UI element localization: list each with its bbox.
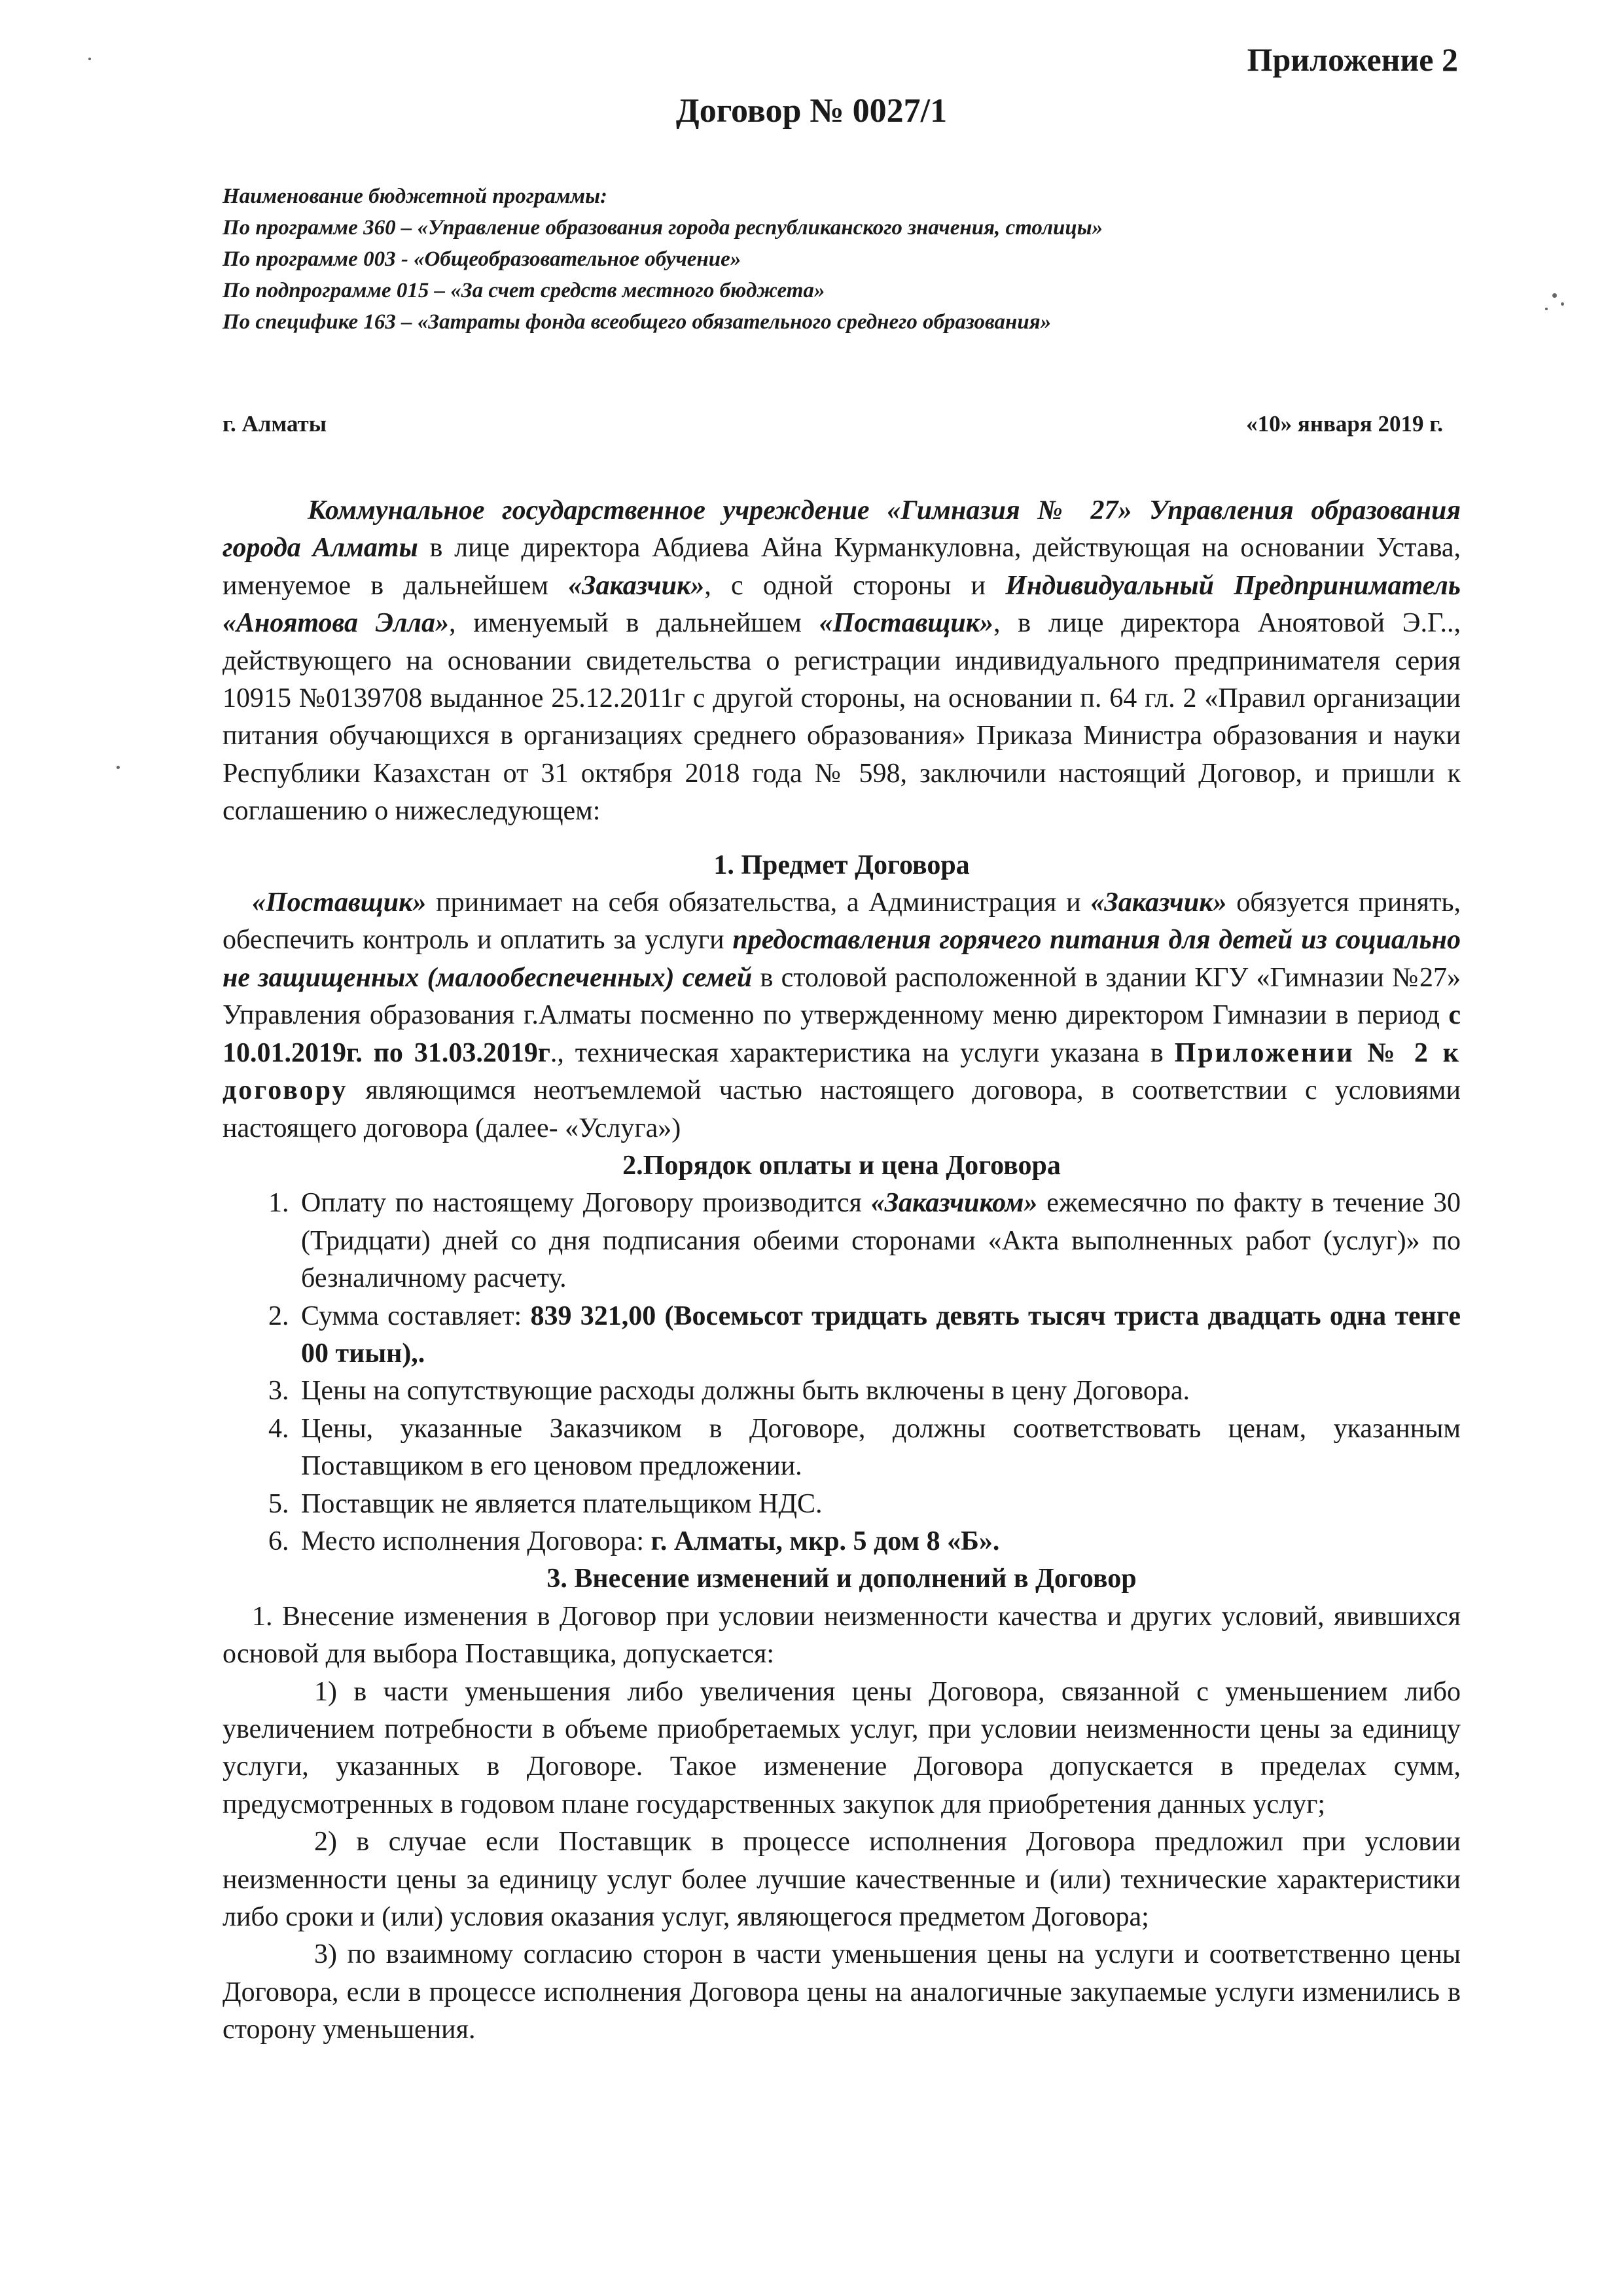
section-3-subitem: 1) в части уменьшения либо увеличения цены Договора, связанной с уменьшением либо увеличением потребности в объеме приобретаемых услуг, при условии неизменности цены за единицу услуги, указанных в Договоре. Такое изменение Договора допускается в пределах сумм, предусмотренных в годовом плане государственных закупок для приобретения данных услуг; [223,1676,1461,1820]
party-supplier-name: Индивидуальный Предприниматель «Аноятова Элла» [223,570,1461,639]
section-3-subitem: 3) по взаимному согласию сторон в части уменьшения цены на услуги и соответственно цены Договора, если в процессе исполнения Договора цены на аналогичные закупаемые услуги изменились в сторону уменьшения. [223,1939,1461,2045]
scan-speck [116,766,120,769]
contract-date: «10» января 2019 г. [1246,411,1443,437]
contract-title: Договор № 0027/1 [675,92,948,130]
budget-line: По подпрограмме 015 – «За счет средств местного бюджета» [223,279,825,302]
list-item: 1. Оплату по настоящему Договору производится «Заказчиком» ежемесячно по факту в течение 30 (Тридцати) дней со дня подписания обеими сторонами «Акта выполненных работ (услуг)» по безналичному расчету. [296,1185,1461,1297]
city: г. Алматы [223,411,327,437]
budget-line: Наименование бюджетной программы: [223,185,608,208]
scan-speck [1561,302,1564,306]
section-1-heading: 1. Предмет Договора [713,850,970,880]
section-1-paragraph: «Поставщик» принимает на себя обязательства, а Администрация и «Заказчик» обязуется принять, обеспечить контроль и оплатить за услуги предоставления горячего питания для детей из социально не защищенных (малообеспеченных) семей в столовой расположенной в здании КГУ «Гимназии №27» Управления образования г.Алматы посменно по утвержденному меню директором Гимназии в период с 10.01.2019г. по 31.03.2019г., техническая характеристика на услуги указана в Приложении № 2 к договору являющимся неотъемлемой частью настоящего договора, в соответствии с условиями настоящего договора (далее- «Услуга») [223,888,1461,1143]
list-item: 2. Сумма составляет: 839 321,00 (Восемьсот тридцать девять тысяч триста двадцать одна тенге 00 тиын),. [296,1298,1461,1373]
scan-speck [1545,308,1548,310]
list-item: 6. Место исполнения Договора: г. Алматы, мкр. 5 дом 8 «Б». [296,1523,1461,1560]
payment-terms-list [223,1185,1461,1560]
list-item: 3. Цены на сопутствующие расходы должны быть включены в цену Договора. [296,1372,1461,1410]
list-item: 5. Поставщик не является плательщиком НДС. [296,1486,1461,1523]
annex-label: Приложение 2 [1247,41,1458,78]
budget-program-block [223,181,1466,338]
section-3-paragraph: 1. Внесение изменения в Договор при условии неизменности качества и других условий, явившихся основой для выбора Поставщика, допускается: [223,1601,1461,1670]
section-3-subitem: 2) в случае если Поставщик в процессе исполнения Договора предложил при условии неизменности цены за единицу услуг более лучшие качественные и (или) технические характеристики либо сроки и (или) условия оказания услуг, являющегося предметом Договора; [223,1827,1461,1933]
service-location: г. Алматы, мкр. 5 дом 8 «Б». [651,1526,1000,1556]
section-3-heading: 3. Внесение изменений и дополнений в Договор [546,1564,1137,1594]
preamble-paragraph: Коммунальное государственное учреждение «Гимназия № 27» Управления образования города Алматы в лице директора Абдиева Айна Курманкуловна, действующая на основании Устава, именуемое в дальнейшем «Заказчик», с одной стороны и Индивидуальный Предприниматель «Аноятова Элла», именуемый в дальнейшем «Поставщик», в лице директора Аноятовой Э.Г.., действующего на основании свидетельства о регистрации индивидуального предпринимателя серия 10915 №0139708 выданное 25.12.2011г с другой стороны, на основании п. 64 гл. 2 «Правил организации питания обучающихся в организациях среднего образования» Приказа Министра образования и науки Республики Казахстан от 31 октября 2018 года № 598, заключили настоящий Договор, и пришли к соглашению о нижеследующем: [223,495,1461,827]
section-2-heading: 2.Порядок оплаты и цена Договора [622,1150,1061,1181]
party-customer-name: Коммунальное государственное учреждение «Гимназия № 27» Управления образования города Алматы [223,495,1461,564]
scan-speck [1552,293,1557,298]
budget-line: По программе 360 – «Управление образования города республиканского значения, столицы» [223,216,1103,240]
contract-amount: 839 321,00 (Восемьсот тридцать девять тысяч триста двадцать одна тенге 00 тиын),. [301,1300,1461,1369]
service-description: предоставления горячего питания для детей из социально не защищенных (малообеспеченных) семей [223,925,1461,993]
budget-line: По специфике 163 – «Затраты фонда всеобщего обязательного среднего образования» [223,310,1052,334]
scan-speck [88,58,91,60]
customer-term: «Заказчик» [568,570,705,601]
list-item: 4. Цены, указанные Заказчиком в Договоре, должны соответствовать ценам, указанным Поставщиком в его ценовом предложении. [296,1410,1461,1486]
budget-line: По программе 003 - «Общеобразовательное обучение» [223,247,741,271]
annex-reference: Приложении № 2 к договору [223,1037,1461,1106]
contract-body [223,492,1461,2049]
supplier-term: «Поставщик» [819,608,993,639]
service-period: с 10.01.2019г. по 31.03.2019г [223,1000,1461,1068]
